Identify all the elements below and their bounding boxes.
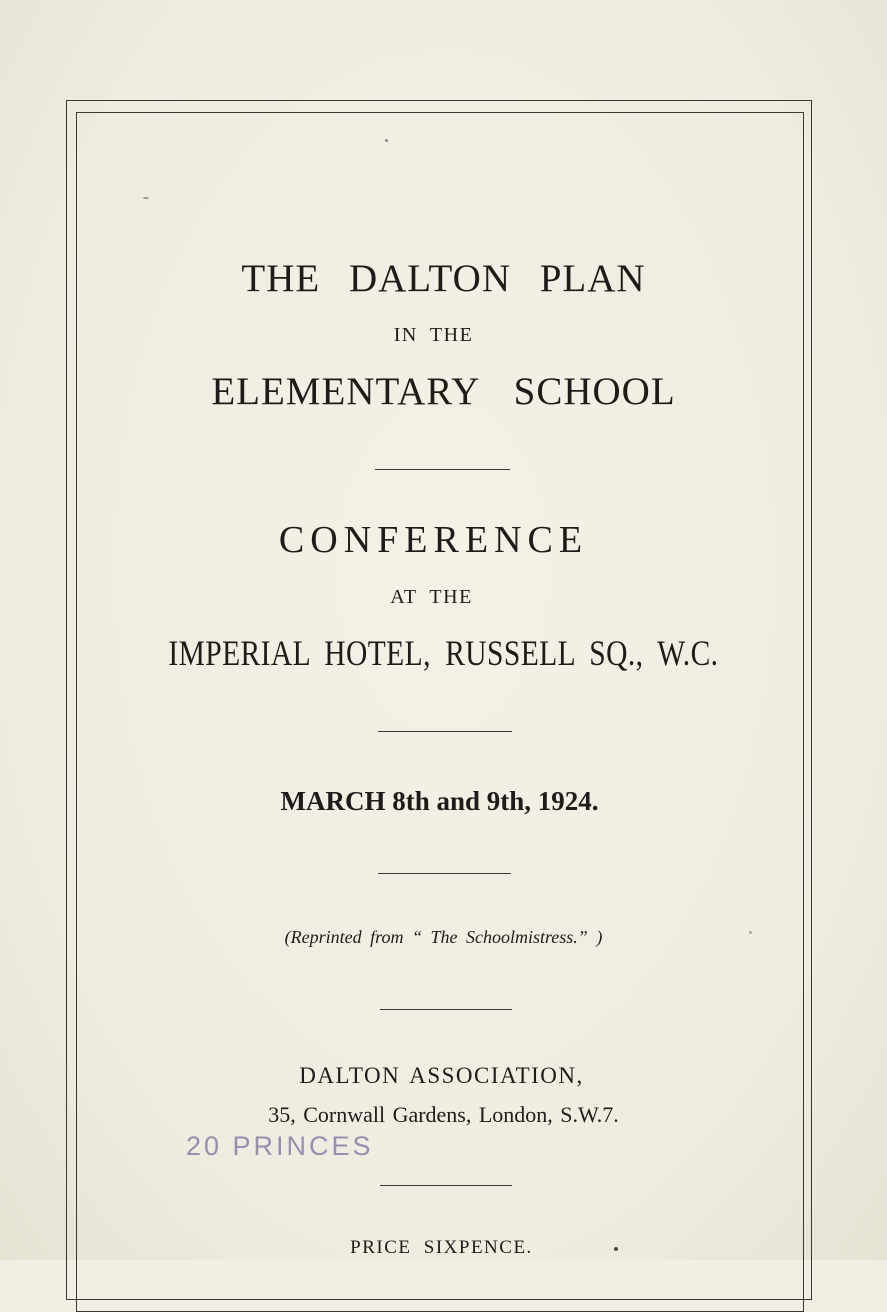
divider-rule-3: [378, 873, 511, 874]
divider-rule-2: [378, 731, 512, 732]
conference-dates: MARCH 8th and 9th, 1924.: [280, 786, 599, 816]
divider-rule-5: [380, 1185, 512, 1186]
divider-rule-1: [375, 469, 510, 470]
price-line: PRICE SIXPENCE.: [350, 1237, 533, 1258]
conference-heading: CONFERENCE: [278, 519, 589, 561]
publisher-name: DALTON ASSOCIATION,: [299, 1063, 584, 1088]
title-connector: IN THE: [393, 324, 474, 346]
paper-speck: [385, 139, 388, 142]
paper-speck: [143, 197, 149, 199]
reprint-note: (Reprinted from “ The Schoolmistress.” ): [284, 927, 603, 947]
ink-stamp: 20 PRINCES: [186, 1131, 374, 1161]
title-line-2: ELEMENTARY SCHOOL: [211, 370, 676, 413]
divider-rule-4: [380, 1009, 512, 1010]
venue-heading: IMPERIAL HOTEL, RUSSELL SQ., W.C.: [168, 633, 719, 673]
paper-speck: [749, 931, 752, 934]
publisher-address: 35, Cornwall Gardens, London, S.W.7.: [268, 1102, 619, 1127]
venue-connector: AT THE: [390, 586, 473, 608]
title-line-1: THE DALTON PLAN: [241, 257, 646, 300]
paper-speck: [614, 1247, 618, 1251]
